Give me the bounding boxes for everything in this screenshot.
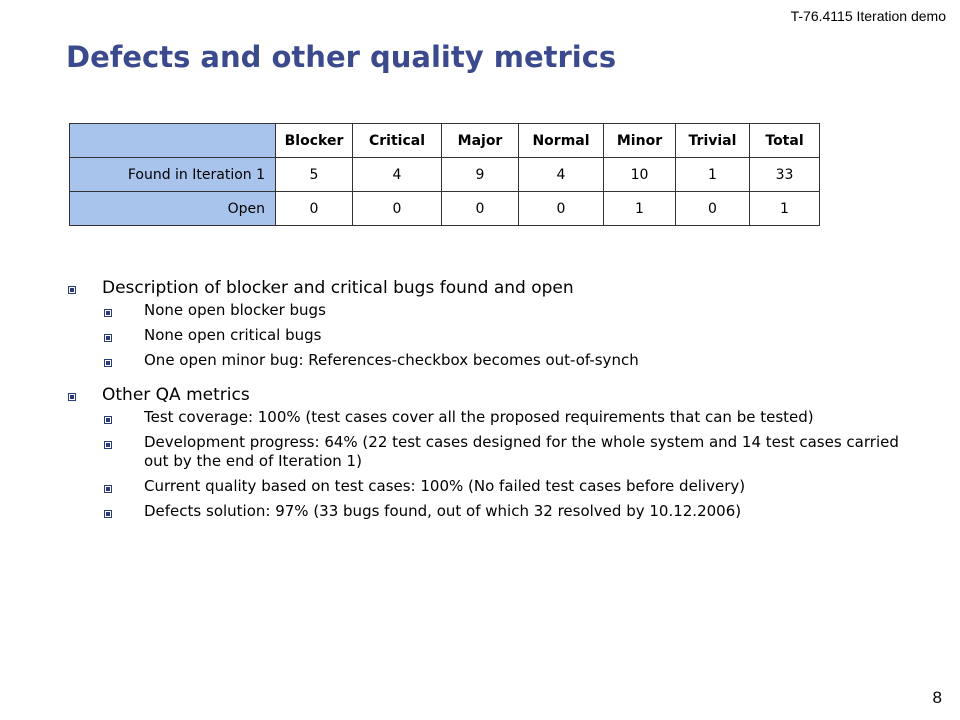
bullet-text: Other QA metrics <box>102 385 250 405</box>
table-cell: 4 <box>353 158 442 192</box>
sub-bullet-text: Defects solution: 97% (33 bugs found, out of which 32 resolved by 10.12.2006) <box>144 502 742 520</box>
column-header: Total <box>750 124 820 158</box>
row-label: Open <box>70 192 276 226</box>
bullet-list <box>64 277 904 535</box>
sub-bullet-text: None open critical bugs <box>144 326 322 344</box>
sub-bullet-item <box>102 326 904 345</box>
sub-bullet-list <box>102 408 904 521</box>
table-cell: 0 <box>276 192 353 226</box>
column-header: Normal <box>519 124 604 158</box>
table-cell: 9 <box>442 158 519 192</box>
square-bullet-icon <box>104 485 112 493</box>
defects-table <box>69 123 820 226</box>
table-cell: 1 <box>676 158 750 192</box>
square-bullet-icon <box>104 441 112 449</box>
table-cell: 0 <box>519 192 604 226</box>
sub-bullet-text: Current quality based on test cases: 100% (No failed test cases before delivery) <box>144 477 746 495</box>
bullet-text: Description of blocker and critical bugs found and open <box>102 278 574 298</box>
column-header: Minor <box>604 124 676 158</box>
bullet-item <box>64 384 904 521</box>
row-label: Found in Iteration 1 <box>70 158 276 192</box>
square-bullet-icon <box>104 334 112 342</box>
square-bullet-icon <box>104 359 112 367</box>
column-header: Critical <box>353 124 442 158</box>
table-cell: 1 <box>604 192 676 226</box>
table-corner-cell <box>70 124 276 158</box>
sub-bullet-text: None open blocker bugs <box>144 301 326 319</box>
square-bullet-icon <box>68 286 76 294</box>
table-cell: 33 <box>750 158 820 192</box>
page-number: 8 <box>932 688 942 707</box>
square-bullet-icon <box>104 416 112 424</box>
table-cell: 10 <box>604 158 676 192</box>
column-header: Major <box>442 124 519 158</box>
column-header: Trivial <box>676 124 750 158</box>
square-bullet-icon <box>68 393 76 401</box>
sub-bullet-text: Test coverage: 100% (test cases cover all the proposed requirements that can be tested) <box>144 408 814 426</box>
table-cell: 0 <box>353 192 442 226</box>
sub-bullet-item <box>102 408 904 427</box>
sub-bullet-item <box>102 433 904 471</box>
square-bullet-icon <box>104 510 112 518</box>
table-row <box>70 192 820 226</box>
table-cell: 0 <box>676 192 750 226</box>
bullet-item <box>64 277 904 370</box>
square-bullet-icon <box>104 309 112 317</box>
sub-bullet-item <box>102 351 904 370</box>
table-row <box>70 158 820 192</box>
sub-bullet-text: One open minor bug: References-checkbox becomes out-of-synch <box>144 351 639 369</box>
table-cell: 5 <box>276 158 353 192</box>
table-header-row <box>70 124 820 158</box>
sub-bullet-item <box>102 477 904 496</box>
sub-bullet-item <box>102 301 904 320</box>
table-cell: 0 <box>442 192 519 226</box>
sub-bullet-text: Development progress: 64% (22 test cases designed for the whole system and 14 test cases carried out by the end of Iteration 1) <box>144 433 899 470</box>
header-label: T-76.4115 Iteration demo <box>790 8 946 24</box>
sub-bullet-item <box>102 502 904 521</box>
table-cell: 1 <box>750 192 820 226</box>
sub-bullet-list <box>102 301 904 370</box>
table-cell: 4 <box>519 158 604 192</box>
column-header: Blocker <box>276 124 353 158</box>
slide-title: Defects and other quality metrics <box>66 40 617 74</box>
